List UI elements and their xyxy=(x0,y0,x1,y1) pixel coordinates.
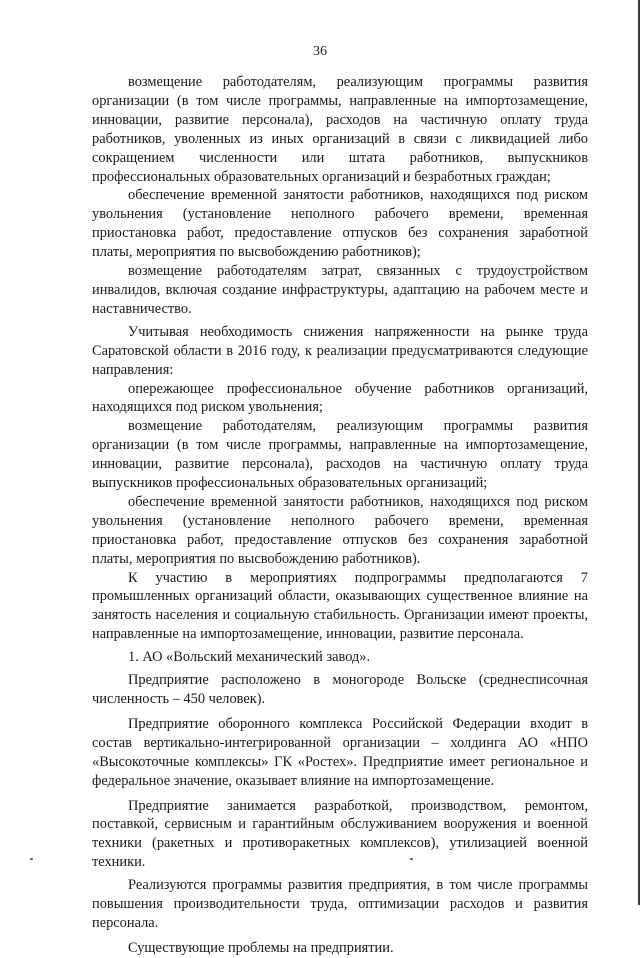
paragraph-8: К участию в мероприятиях подпрограммы предполагаются 7 промышленных организаций области, оказывающих существенное влияние на занятость населения и социальную стабильность. Организации имеют проекты, направленные на импортозамещение, инновации, развитие персонала. xyxy=(92,569,588,643)
paragraph-1: возмещение работодателям, реализующим программы развития организации (в том числе программы, направленные на импортозамещение, инновации, развитие персонала), расходов на частичную оплату труда работников, уволенных из иных организаций в связи с ликвидацией либо сокращением численности или штата работников, выпускников профессиональных образовательных организаций и безработных граждан; xyxy=(92,74,588,185)
paragraph-5: опережающее профессиональное обучение работников организаций, находящихся под риском увольнения; xyxy=(92,380,588,416)
paragraph-9: 1. АО «Вольский механический завод». xyxy=(128,649,371,666)
paragraph-11: Предприятие оборонного комплекса Российской Федерации входит в состав вертикально-интегрированной организации – холдинга АО «НПО «Высокоточные комплексы» ГК «Ростех». Предприятие имеет региональное и федеральное значение, оказывает влияние на импортозамещение. xyxy=(92,715,588,789)
paragraph-3: возмещение работодателям затрат, связанных с трудоустройством инвалидов, включая создание инфраструктуры, адаптацию на рабочем месте и наставничество. xyxy=(92,263,588,317)
paragraph-2: обеспечение временной занятости работников, находящихся под риском увольнения (установление неполного рабочего времени, временная приостановка работ, предоставление отпусков без сохранения заработной платы, мероприятия по высвобождению работников); xyxy=(92,187,588,261)
scan-speck xyxy=(30,858,33,860)
paragraph-14: Существующие проблемы на предприятии. xyxy=(128,939,394,956)
page-number: 36 xyxy=(313,44,327,59)
scan-speck xyxy=(410,858,413,860)
paragraph-7: обеспечение временной занятости работников, находящихся под риском увольнения (установление неполного рабочего времени, временная приостановка работ, предоставление отпусков без сохранения заработной платы, мероприятия по высвобождению работников). xyxy=(92,493,588,567)
document-body xyxy=(92,73,588,958)
paragraph-10: Предприятие расположено в моногороде Вольске (среднесписочная численность – 450 человек). xyxy=(92,672,588,707)
paragraph-4: Учитывая необходимость снижения напряженности на рынке труда Саратовской области в 2016 году, к реализации предусматриваются следующие направления: xyxy=(92,323,588,378)
paragraph-12: Предприятие занимается разработкой, производством, ремонтом, поставкой, сервисным и гарантийным обслуживанием вооружения и военной техники (ракетных и противоракетных комплексов), утилизацией военной техники. xyxy=(92,797,588,871)
paragraph-13: Реализуются программы развития предприятия, в том числе программы повышения производительности труда, оптимизации расходов и развития персонала. xyxy=(92,877,588,931)
paragraph-6: возмещение работодателям, реализующим программы развития организации (в том числе программы, направленные на импортозамещение, инновации, развитие персонала), расходов на частичную оплату труда выпускников профессиональных образовательных организаций; xyxy=(92,418,588,492)
